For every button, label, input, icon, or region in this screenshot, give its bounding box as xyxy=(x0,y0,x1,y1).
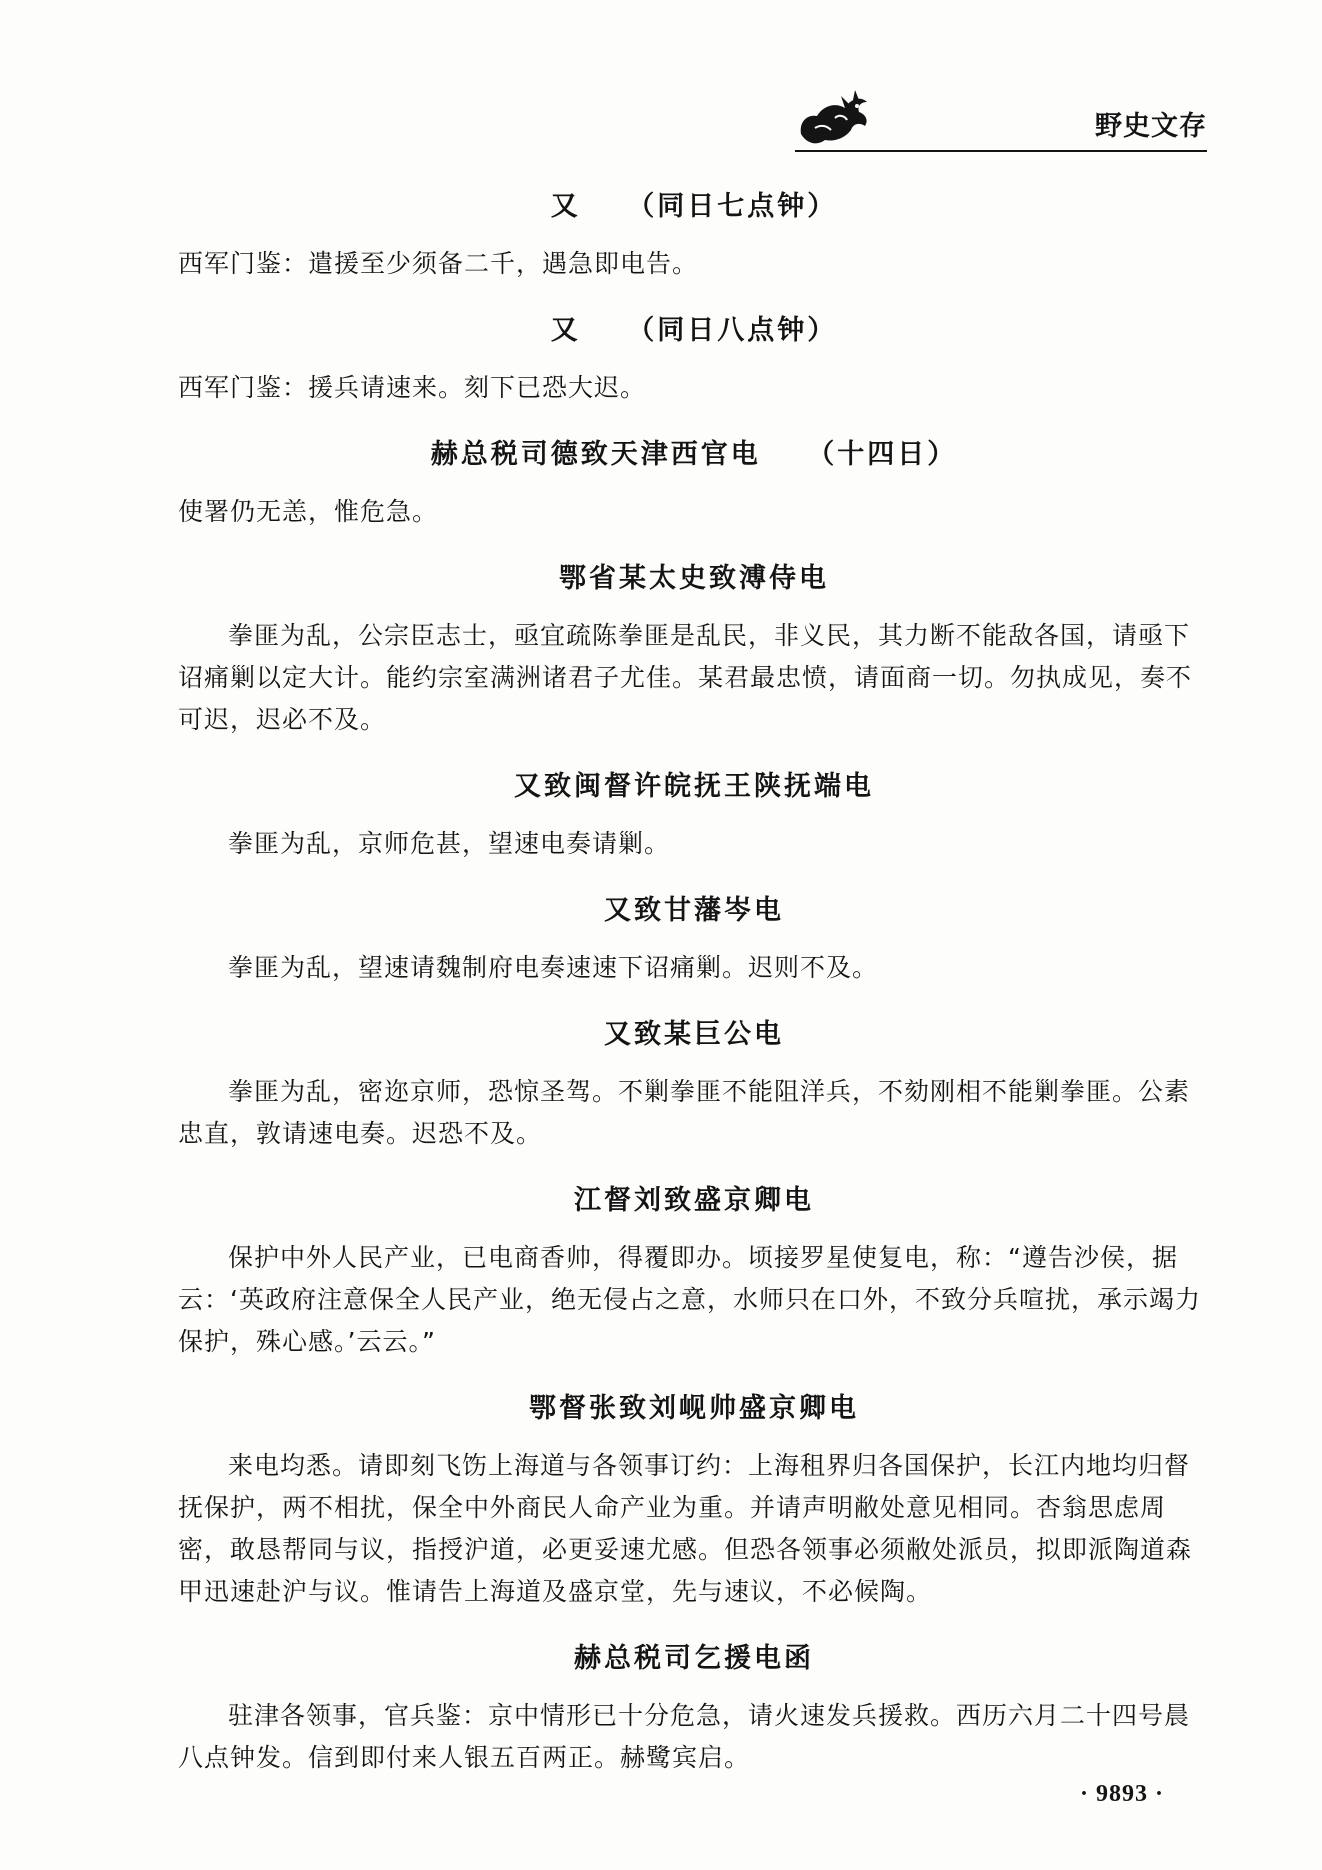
section-paragraph: 西军门鉴：援兵请速来。刻下已恐大迟。 xyxy=(178,373,647,402)
section-paragraph: 驻津各领事，官兵鉴：京中情形已十分危急，请火速发兵援救。西历六月二十四号晨八点钟发。信到即付来人银五百两正。赫鹭宾启。 xyxy=(178,1701,1191,1772)
section-heading: 又 （同日八点钟） xyxy=(550,315,838,346)
section-paragraph: 拳匪为乱，京师危甚，望速电奏请剿。 xyxy=(228,829,671,858)
section-paragraph: 保护中外人民产业，已电商香帅，得覆即办。顷接罗星使复电，称：“遵告沙侯，据云：‘英政府注意保全人民产业，绝无侵占之意，水师只在口外，不致分兵喧扰，承示竭力保护，殊心感。’云云。” xyxy=(178,1243,1201,1356)
section-heading: 赫总税司德致天津西官电 （十四日） xyxy=(430,439,958,470)
section-heading: 又致某巨公电 xyxy=(604,1019,784,1050)
telegram-section xyxy=(178,557,1210,741)
header-rule xyxy=(795,150,1207,152)
section-paragraph: 拳匪为乱，望速请魏制府电奏速速下诏痛剿。迟则不及。 xyxy=(228,953,879,982)
section-paragraph: 使署仍无恙，惟危急。 xyxy=(178,497,439,526)
telegram-section xyxy=(178,185,1210,285)
section-paragraph: 拳匪为乱，密迩京师，恐惊圣驾。不剿拳匪不能阻洋兵，不劾刚相不能剿拳匪。公素忠直，敦请速电奏。迟恐不及。 xyxy=(178,1077,1191,1148)
section-heading: 又致甘藩岑电 xyxy=(604,895,784,926)
dragon-icon xyxy=(795,88,873,150)
page-number: · 9893 · xyxy=(1080,1781,1165,1807)
document-body xyxy=(178,185,1210,1803)
series-title: 野史文存 xyxy=(1095,111,1207,142)
section-heading: 赫总税司乞援电函 xyxy=(574,1643,814,1674)
section-heading: 江督刘致盛京卿电 xyxy=(574,1185,814,1216)
telegram-section xyxy=(178,433,1210,533)
telegram-section xyxy=(178,309,1210,409)
telegram-section xyxy=(178,1387,1210,1613)
section-heading: 鄂省某太史致溥侍电 xyxy=(559,563,829,594)
telegram-section xyxy=(178,765,1210,865)
page-header xyxy=(795,88,1207,152)
telegram-section xyxy=(178,1637,1210,1779)
telegram-section xyxy=(178,889,1210,989)
telegram-section xyxy=(178,1013,1210,1155)
section-paragraph: 西军门鉴：遣援至少须备二千，遇急即电告。 xyxy=(178,249,699,278)
telegram-section xyxy=(178,1179,1210,1363)
section-heading: 又致闽督许皖抚王陕抚端电 xyxy=(514,771,874,802)
section-paragraph: 来电均悉。请即刻飞饬上海道与各领事订约：上海租界归各国保护，长江内地均归督抚保护，两不相扰，保全中外商民人命产业为重。并请声明敝处意见相同。杏翁思虑周密，敢恳帮同与议，指授沪道，必更妥速尤感。但恐各领事必须敝处派员，拟即派陶道森甲迅速赴沪与议。惟请告上海道及盛京堂，先与速议，不必候陶。 xyxy=(178,1451,1193,1606)
section-heading: 又 （同日七点钟） xyxy=(550,191,838,222)
section-paragraph: 拳匪为乱，公宗臣志士，亟宜疏陈拳匪是乱民，非义民，其力断不能敌各国，请亟下诏痛剿以定大计。能约宗室满洲诸君子尤佳。某君最忠愤，请面商一切。勿执成见，奏不可迟，迟必不及。 xyxy=(178,621,1193,734)
section-heading: 鄂督张致刘岘帅盛京卿电 xyxy=(529,1393,859,1424)
